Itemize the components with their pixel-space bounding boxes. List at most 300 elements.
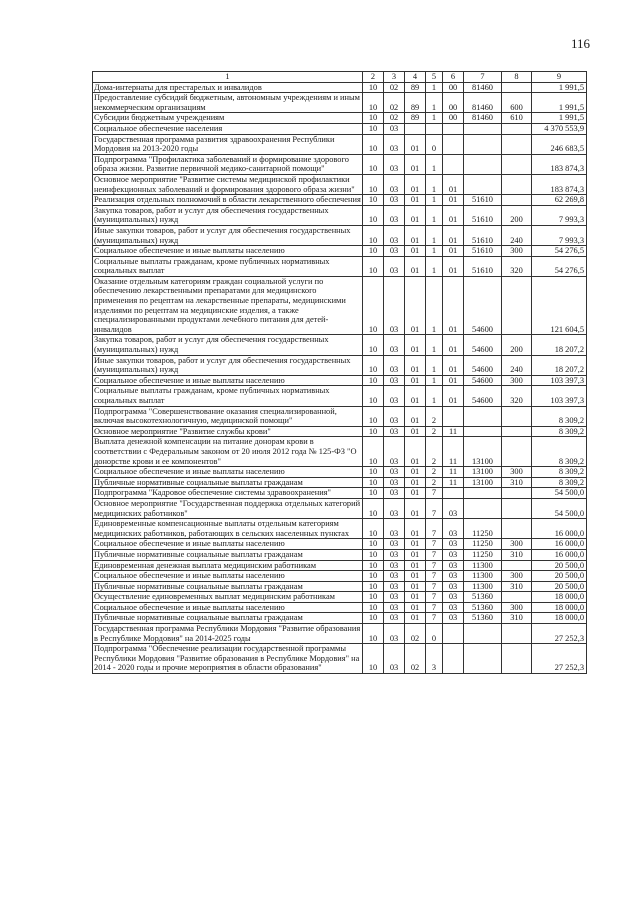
direction-code: 13100 <box>464 467 502 478</box>
amount: 8 309,2 <box>532 467 587 478</box>
subsection-code: 03 <box>384 123 405 134</box>
direction-code <box>464 134 502 154</box>
subsection-code: 03 <box>384 549 405 560</box>
program-code: 01 <box>405 174 426 194</box>
item-name: Социальное обеспечение и иные выплаты населению <box>93 246 363 257</box>
section-code: 10 <box>363 113 384 124</box>
direction-code: 54600 <box>464 276 502 335</box>
amount: 54 276,5 <box>532 256 587 276</box>
item-name: Выплата денежной компенсации на питание донорам крови в соответствии с Федеральным законом от 20 июля 2012 года № 125-ФЗ "О донорстве крови и ее компонентов" <box>93 437 363 467</box>
program-code: 01 <box>405 355 426 375</box>
subsection-code: 03 <box>384 437 405 467</box>
table-row <box>93 355 587 375</box>
subprogram-code: 1 <box>426 82 443 93</box>
section-code: 10 <box>363 375 384 386</box>
program-code: 02 <box>405 644 426 674</box>
direction-code: 51610 <box>464 246 502 257</box>
expense-type-code: 310 <box>502 613 532 624</box>
subsection-code: 03 <box>384 406 405 426</box>
amount: 18 207,2 <box>532 335 587 355</box>
expense-type-code <box>502 519 532 539</box>
section-code: 10 <box>363 386 384 406</box>
table-row <box>93 477 587 488</box>
column-header: 1 <box>93 72 363 83</box>
item-name: Публичные нормативные социальные выплаты гражданам <box>93 477 363 488</box>
activity-code: 03 <box>443 519 464 539</box>
expense-type-code <box>502 174 532 194</box>
activity-code: 01 <box>443 246 464 257</box>
subprogram-code: 1 <box>426 195 443 206</box>
subsection-code: 03 <box>384 613 405 624</box>
activity-code <box>443 154 464 174</box>
expense-type-code: 240 <box>502 225 532 245</box>
subprogram-code: 7 <box>426 571 443 582</box>
activity-code <box>443 123 464 134</box>
item-name: Публичные нормативные социальные выплаты гражданам <box>93 613 363 624</box>
subprogram-code: 0 <box>426 134 443 154</box>
item-name: Предоставление субсидий бюджетным, автономным учреждениям и иным некоммерческим организациям <box>93 93 363 113</box>
direction-code: 51610 <box>464 205 502 225</box>
table-row <box>93 592 587 603</box>
item-name: Социальные выплаты гражданам, кроме публичных нормативных социальных выплат <box>93 256 363 276</box>
program-code: 01 <box>405 195 426 206</box>
section-code: 10 <box>363 539 384 550</box>
item-name: Подпрограмма "Кадровое обеспечение системы здравоохранения" <box>93 488 363 499</box>
subsection-code: 03 <box>384 592 405 603</box>
expense-type-code <box>502 406 532 426</box>
expense-type-code <box>502 134 532 154</box>
direction-code: 11300 <box>464 571 502 582</box>
subsection-code: 03 <box>384 276 405 335</box>
program-code: 01 <box>405 154 426 174</box>
program-code: 01 <box>405 246 426 257</box>
table-row <box>93 276 587 335</box>
program-code: 01 <box>405 539 426 550</box>
amount: 16 000,0 <box>532 539 587 550</box>
program-code: 89 <box>405 113 426 124</box>
expense-type-code: 310 <box>502 549 532 560</box>
subsection-code: 03 <box>384 477 405 488</box>
amount: 7 993,3 <box>532 225 587 245</box>
item-name: Единовременная денежная выплата медицинским работникам <box>93 560 363 571</box>
program-code: 01 <box>405 437 426 467</box>
item-name: Государственная программа Республики Мордовия "Развитие образования в Республике Мордовия" на 2014-2025 годы <box>93 624 363 644</box>
subsection-code: 03 <box>384 560 405 571</box>
subprogram-code: 1 <box>426 154 443 174</box>
expense-type-code: 300 <box>502 539 532 550</box>
table-row <box>93 375 587 386</box>
amount: 18 000,0 <box>532 613 587 624</box>
activity-code <box>443 624 464 644</box>
table-row <box>93 571 587 582</box>
activity-code: 03 <box>443 571 464 582</box>
subprogram-code: 2 <box>426 437 443 467</box>
item-name: Социальные выплаты гражданам, кроме публичных нормативных социальных выплат <box>93 386 363 406</box>
amount: 1 991,5 <box>532 113 587 124</box>
subsection-code: 03 <box>384 205 405 225</box>
program-code: 01 <box>405 406 426 426</box>
amount: 20 500,0 <box>532 571 587 582</box>
subsection-code: 03 <box>384 225 405 245</box>
amount: 18 207,2 <box>532 355 587 375</box>
activity-code: 03 <box>443 592 464 603</box>
subprogram-code: 7 <box>426 549 443 560</box>
table-row <box>93 123 587 134</box>
amount: 4 370 553,9 <box>532 123 587 134</box>
section-code: 10 <box>363 134 384 154</box>
activity-code: 03 <box>443 549 464 560</box>
activity-code: 01 <box>443 386 464 406</box>
activity-code <box>443 406 464 426</box>
direction-code: 54600 <box>464 386 502 406</box>
column-header: 8 <box>502 72 532 83</box>
subsection-code: 03 <box>384 602 405 613</box>
item-name: Иные закупки товаров, работ и услуг для обеспечения государственных (муниципальных) нужд <box>93 355 363 375</box>
table-row <box>93 498 587 518</box>
section-code: 10 <box>363 644 384 674</box>
item-name: Социальное обеспечение населения <box>93 123 363 134</box>
section-code: 10 <box>363 602 384 613</box>
item-name: Реализация отдельных полномочий в области лекарственного обеспечения <box>94 195 361 205</box>
table-row <box>93 426 587 437</box>
program-code: 01 <box>405 581 426 592</box>
program-code: 01 <box>405 467 426 478</box>
amount: 183 874,3 <box>532 154 587 174</box>
expense-type-code: 300 <box>502 246 532 257</box>
table-row <box>93 539 587 550</box>
direction-code <box>464 426 502 437</box>
expense-type-code: 240 <box>502 355 532 375</box>
activity-code: 01 <box>443 174 464 194</box>
direction-code <box>464 488 502 499</box>
section-code: 10 <box>363 205 384 225</box>
program-code: 01 <box>405 602 426 613</box>
subprogram-code: 7 <box>426 613 443 624</box>
expense-type-code <box>502 624 532 644</box>
table-row <box>93 256 587 276</box>
program-code: 01 <box>405 477 426 488</box>
program-code: 01 <box>405 276 426 335</box>
section-code: 10 <box>363 613 384 624</box>
expense-type-code: 300 <box>502 467 532 478</box>
section-code: 10 <box>363 154 384 174</box>
direction-code: 54600 <box>464 335 502 355</box>
activity-code: 01 <box>443 355 464 375</box>
program-code: 01 <box>405 613 426 624</box>
item-name: Основное мероприятие "Государственная поддержка отдельных категорий медицинских работников" <box>93 498 363 518</box>
amount: 62 269,8 <box>532 195 587 206</box>
subsection-code: 03 <box>384 154 405 174</box>
direction-code: 51360 <box>464 613 502 624</box>
expense-type-code <box>502 426 532 437</box>
expense-type-code: 300 <box>502 602 532 613</box>
direction-code <box>464 406 502 426</box>
item-name: Социальное обеспечение и иные выплаты населению <box>93 375 363 386</box>
subprogram-code: 2 <box>426 467 443 478</box>
subsection-code: 03 <box>384 519 405 539</box>
section-code: 10 <box>363 549 384 560</box>
activity-code: 03 <box>443 498 464 518</box>
direction-code: 51360 <box>464 592 502 603</box>
subsection-code: 03 <box>384 624 405 644</box>
section-code: 10 <box>363 437 384 467</box>
table-row <box>93 488 587 499</box>
subsection-code: 02 <box>384 93 405 113</box>
section-code: 10 <box>363 225 384 245</box>
program-code: 01 <box>405 592 426 603</box>
activity-code: 01 <box>443 225 464 245</box>
expense-type-code: 320 <box>502 386 532 406</box>
direction-code: 11250 <box>464 539 502 550</box>
section-code: 10 <box>363 592 384 603</box>
subsection-code: 03 <box>384 134 405 154</box>
section-code: 10 <box>363 174 384 194</box>
section-code: 10 <box>363 256 384 276</box>
amount: 18 000,0 <box>532 602 587 613</box>
amount: 18 000,0 <box>532 592 587 603</box>
column-header: 5 <box>426 72 443 83</box>
amount: 8 309,2 <box>532 426 587 437</box>
column-header: 6 <box>443 72 464 83</box>
expense-type-code: 200 <box>502 335 532 355</box>
subprogram-code: 2 <box>426 406 443 426</box>
subprogram-code: 2 <box>426 477 443 488</box>
expense-type-code: 320 <box>502 256 532 276</box>
section-code: 10 <box>363 488 384 499</box>
section-code: 10 <box>363 560 384 571</box>
amount: 16 000,0 <box>532 519 587 539</box>
item-name: Основное мероприятие "Развитие системы медицинской профилактики неинфекционных заболеваний и формирования здорового образа жизни" <box>93 174 363 194</box>
item-name: Субсидии бюджетным учреждениям <box>93 113 363 124</box>
item-name: Социальное обеспечение и иные выплаты населению <box>93 539 363 550</box>
direction-code: 51610 <box>464 225 502 245</box>
table-row <box>93 581 587 592</box>
table-row <box>93 113 587 124</box>
amount: 103 397,3 <box>532 375 587 386</box>
amount: 54 500,0 <box>532 488 587 499</box>
budget-table <box>92 71 587 674</box>
subprogram-code <box>426 123 443 134</box>
subprogram-code: 7 <box>426 581 443 592</box>
program-code: 01 <box>405 549 426 560</box>
direction-code: 51610 <box>464 256 502 276</box>
amount: 103 397,3 <box>532 386 587 406</box>
subprogram-code: 1 <box>426 355 443 375</box>
program-code: 01 <box>405 134 426 154</box>
subsection-code: 03 <box>384 195 405 206</box>
amount: 1 991,5 <box>532 82 587 93</box>
subsection-code: 03 <box>384 539 405 550</box>
subsection-code: 03 <box>384 498 405 518</box>
section-code: 10 <box>363 195 384 206</box>
item-name: Государственная программа развития здравоохранения Республики Мордовия на 2013-2020 годы <box>93 134 363 154</box>
subsection-code: 03 <box>384 581 405 592</box>
activity-code: 03 <box>443 539 464 550</box>
section-code: 10 <box>363 519 384 539</box>
expense-type-code <box>502 644 532 674</box>
section-code: 10 <box>363 581 384 592</box>
program-code: 01 <box>405 519 426 539</box>
activity-code: 03 <box>443 560 464 571</box>
expense-type-code: 310 <box>502 581 532 592</box>
amount: 27 252,3 <box>532 624 587 644</box>
amount: 20 500,0 <box>532 581 587 592</box>
item-name: Подпрограмма "Обеспечение реализации государственной программы Республики Мордовия "Развитие образования в Республике Мордовия" на 2014 - 2020 годы и прочие мероприятия в области образования" <box>93 644 363 674</box>
table-row <box>93 613 587 624</box>
amount: 54 500,0 <box>532 498 587 518</box>
subsection-code: 03 <box>384 571 405 582</box>
subprogram-code: 7 <box>426 488 443 499</box>
expense-type-code <box>502 437 532 467</box>
program-code: 01 <box>405 498 426 518</box>
program-code: 01 <box>405 571 426 582</box>
activity-code: 00 <box>443 113 464 124</box>
subprogram-code: 1 <box>426 386 443 406</box>
amount: 121 604,5 <box>532 276 587 335</box>
item-name: Подпрограмма "Профилактика заболеваний и формирование здорового образа жизни. Развитие первичной медико-санитарной помощи" <box>93 154 363 174</box>
subprogram-code: 7 <box>426 592 443 603</box>
program-code: 01 <box>405 225 426 245</box>
amount: 54 276,5 <box>532 246 587 257</box>
amount: 20 500,0 <box>532 560 587 571</box>
subsection-code: 03 <box>384 488 405 499</box>
table-row <box>93 205 587 225</box>
subprogram-code: 1 <box>426 93 443 113</box>
direction-code: 51360 <box>464 602 502 613</box>
subprogram-code: 1 <box>426 256 443 276</box>
page-number: 116 <box>571 36 591 51</box>
subsection-code: 03 <box>384 467 405 478</box>
table-row <box>93 386 587 406</box>
subprogram-code: 1 <box>426 174 443 194</box>
section-code: 10 <box>363 335 384 355</box>
direction-code: 11300 <box>464 581 502 592</box>
activity-code: 01 <box>443 256 464 276</box>
program-code: 01 <box>405 335 426 355</box>
program-code: 01 <box>405 386 426 406</box>
item-name: Публичные нормативные социальные выплаты гражданам <box>93 549 363 560</box>
item-name: Закупка товаров, работ и услуг для обеспечения государственных (муниципальных) нужд <box>93 205 363 225</box>
expense-type-code: 600 <box>502 93 532 113</box>
subsection-code: 03 <box>384 426 405 437</box>
subprogram-code: 1 <box>426 205 443 225</box>
expense-type-code: 300 <box>502 571 532 582</box>
program-code: 01 <box>405 560 426 571</box>
program-code: 01 <box>405 488 426 499</box>
activity-code: 00 <box>443 93 464 113</box>
table-row <box>93 519 587 539</box>
program-code: 02 <box>405 624 426 644</box>
expense-type-code <box>502 498 532 518</box>
amount: 246 683,5 <box>532 134 587 154</box>
column-header: 3 <box>384 72 405 83</box>
table-row <box>93 93 587 113</box>
program-code: 01 <box>405 256 426 276</box>
section-code: 10 <box>363 93 384 113</box>
subprogram-code: 0 <box>426 624 443 644</box>
table-row <box>93 467 587 478</box>
direction-code: 81460 <box>464 113 502 124</box>
direction-code: 81460 <box>464 93 502 113</box>
program-code: 01 <box>405 375 426 386</box>
activity-code: 03 <box>443 581 464 592</box>
program-code: 89 <box>405 82 426 93</box>
amount: 7 993,3 <box>532 205 587 225</box>
table-row <box>93 195 587 206</box>
subsection-code: 03 <box>384 375 405 386</box>
table-row <box>93 335 587 355</box>
subprogram-code: 7 <box>426 519 443 539</box>
section-code: 10 <box>363 467 384 478</box>
item-name: Оказание отдельным категориям граждан социальной услуги по обеспечению лекарственными препаратами для медицинского применения по рецептам на лекарственные препараты, медицинскими изделиями по рецептам на медицинские изделия, а также специализированными продуктами лечебного питания для детей-инвалидов <box>93 276 363 335</box>
table-row <box>93 154 587 174</box>
section-code: 10 <box>363 571 384 582</box>
column-header: 7 <box>464 72 502 83</box>
expense-type-code <box>502 82 532 93</box>
expense-type-code <box>502 276 532 335</box>
expense-type-code <box>502 195 532 206</box>
expense-type-code <box>502 488 532 499</box>
section-code: 10 <box>363 82 384 93</box>
direction-code <box>464 498 502 518</box>
expense-type-code <box>502 592 532 603</box>
column-header: 2 <box>363 72 384 83</box>
subsection-code: 03 <box>384 174 405 194</box>
subprogram-code: 1 <box>426 246 443 257</box>
subprogram-code: 1 <box>426 375 443 386</box>
section-code: 10 <box>363 406 384 426</box>
item-name: Социальное обеспечение и иные выплаты населению <box>93 467 363 478</box>
column-header: 4 <box>405 72 426 83</box>
table-row <box>93 174 587 194</box>
section-code: 10 <box>363 477 384 488</box>
direction-code: 13100 <box>464 437 502 467</box>
direction-code <box>464 174 502 194</box>
section-code: 10 <box>363 276 384 335</box>
table-row <box>93 437 587 467</box>
expense-type-code <box>502 154 532 174</box>
amount: 183 874,3 <box>532 174 587 194</box>
item-name: Подпрограмма "Совершенствование оказания специализированной, включая высокотехнологичную, медицинской помощи" <box>93 406 363 426</box>
item-name: Дома-интернаты для престарелых и инвалидов <box>93 82 363 93</box>
table-row <box>93 549 587 560</box>
subprogram-code: 3 <box>426 644 443 674</box>
expense-type-code: 200 <box>502 205 532 225</box>
subprogram-code: 7 <box>426 498 443 518</box>
subsection-code: 02 <box>384 113 405 124</box>
amount: 1 991,5 <box>532 93 587 113</box>
item-name: Единовременные компенсационные выплаты отдельным категориям медицинских работников, работающих в сельских населенных пунктах <box>93 519 363 539</box>
subsection-code: 03 <box>384 256 405 276</box>
activity-code: 01 <box>443 276 464 335</box>
activity-code: 11 <box>443 477 464 488</box>
item-name: Осуществление единовременных выплат медицинским работникам <box>93 592 363 603</box>
activity-code: 01 <box>443 195 464 206</box>
direction-code: 54600 <box>464 375 502 386</box>
item-name: Основное мероприятие "Развитие службы крови" <box>93 426 363 437</box>
direction-code: 13100 <box>464 477 502 488</box>
direction-code: 11250 <box>464 519 502 539</box>
direction-code: 11250 <box>464 549 502 560</box>
section-code: 10 <box>363 624 384 644</box>
subprogram-code: 7 <box>426 560 443 571</box>
activity-code <box>443 134 464 154</box>
activity-code <box>443 644 464 674</box>
activity-code: 01 <box>443 335 464 355</box>
activity-code: 03 <box>443 602 464 613</box>
table-row <box>93 602 587 613</box>
expense-type-code: 300 <box>502 375 532 386</box>
